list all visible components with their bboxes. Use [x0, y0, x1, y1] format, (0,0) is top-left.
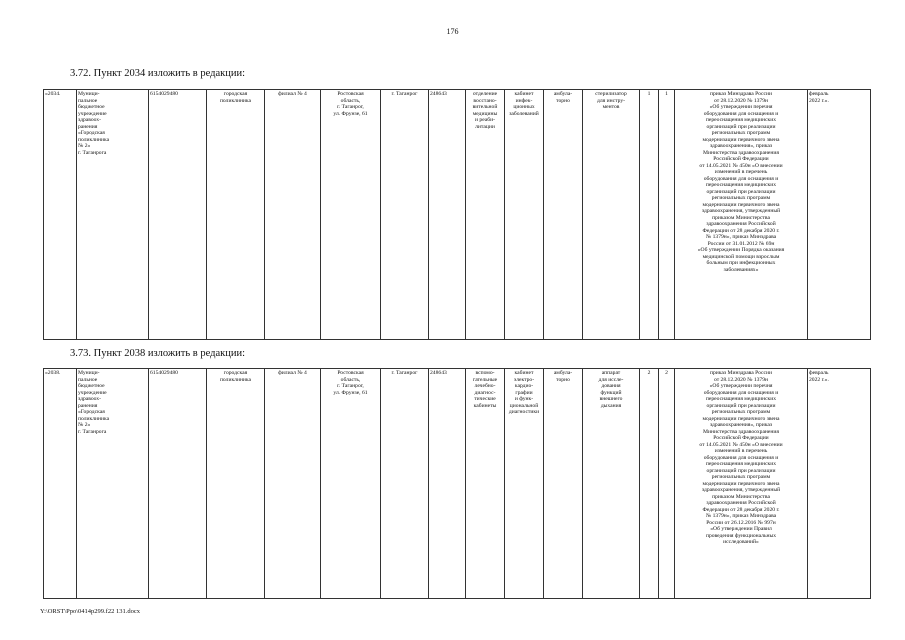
organization-type: городская поликлиника [219, 370, 252, 383]
equipment-name: аппарат для иссле- дования функций внешнего дыхания [598, 370, 624, 409]
city: г. Таганрог [391, 370, 418, 376]
room: кабинет электро- кардио- графии и функ- циональной диагностики [508, 370, 540, 415]
item-number: «2038. [45, 370, 61, 376]
file-path-footer: Y:\ORST\Ppo\0414p299.f22 131.docx [40, 608, 140, 615]
branch-name: филиал № 4 [278, 91, 307, 97]
organization-name: Муници- пальное бюджетное учреждение здравоох- ранения «Городская поликлиника № 2» г. Таганрога [78, 370, 110, 435]
branch-name: филиал № 4 [278, 370, 307, 376]
legal-basis: приказ Минздрава России от 28.12.2020 № 1379н «Об утверждении перечня оборудования для оснащения и переоснащения медицинских организаций при реализации региональных программ модернизации первичного звена здравоохранения», приказ Министерства здравоохранения Российской Федерации от 14.05.2021 № 450н «О внесении изменений в перечень оборудования для оснащения и переоснащения медицинских организаций при реализации региональных программ модернизации первичного звена здравоохранения, утвержденный приказом Министерства здравоохранения Российской Федерации от 28 декабря 2020 г. № 1379н», приказ Минздрава России от 31.01.2012 № 69н «Об утверждении Порядка оказания медицинской помощи взрослым больным при инфекционных заболеваниях» [697, 91, 785, 273]
organization-name: Муници- пальное бюджетное учреждение здравоох- ранения «Городская поликлиника № 2» г. Таганрога [78, 91, 110, 156]
code: 248643 [430, 370, 447, 376]
page-number: 176 [446, 27, 459, 36]
quantity-2: 1 [665, 91, 668, 97]
item-number: «2034. [45, 91, 61, 97]
table-row [44, 90, 871, 340]
care-conditions: амбула- торно [553, 91, 573, 104]
inn-code: 6154029480 [150, 370, 178, 376]
room: кабинет инфек- ционных заболеваний [509, 91, 539, 117]
department: вспомо- гательные лечебно- диагнос- тические кабинеты [472, 370, 498, 409]
section-heading-2034: 3.72. Пункт 2034 изложить в редакции: [70, 68, 245, 79]
deadline-date: февраль 2022 г.». [809, 370, 829, 383]
deadline-date: февраль 2022 г.». [809, 91, 829, 104]
quantity-2: 2 [665, 370, 668, 376]
table-item-2034 [43, 89, 871, 340]
table-item-2038 [43, 368, 871, 599]
department: отделение восстано- вительной медицины и реаби- литации [472, 91, 498, 130]
quantity-1: 1 [647, 91, 651, 97]
address: Ростовская область, г. Таганрог, ул. Фрунзе, 61 [333, 91, 368, 117]
city: г. Таганрог [391, 91, 418, 97]
code: 248643 [430, 91, 447, 97]
address: Ростовская область, г. Таганрог, ул. Фрунзе, 61 [333, 370, 368, 396]
table-row [44, 369, 871, 599]
legal-basis: приказ Минздрава России от 28.12.2020 № 1379н «Об утверждении перечня оборудования для оснащения и переоснащения медицинских организаций при реализации региональных программ модернизации первичного звена здравоохранения», приказ Министерства здравоохранения Российской Федерации от 14.05.2021 № 450н «О внесении изменений в перечень оборудования для оснащения и переоснащения медицинских организаций при реализации региональных программ модернизации первичного звена здравоохранения, утвержденный приказом Министерства здравоохранения Российской Федерации от 28 декабря 2020 г. № 1379н», приказ Минздрава России от 26.12.2016 № 997н «Об утверждении Правил проведения функциональных исследований» [699, 370, 783, 545]
equipment-name: стерилизатор для инстру- ментов [595, 91, 627, 110]
quantity-1: 2 [647, 370, 651, 376]
inn-code: 6154029480 [150, 91, 178, 97]
care-conditions: амбула- торно [553, 370, 573, 383]
organization-type: городская поликлиника [219, 91, 252, 104]
section-heading-2038: 3.73. Пункт 2038 изложить в редакции: [70, 348, 245, 359]
